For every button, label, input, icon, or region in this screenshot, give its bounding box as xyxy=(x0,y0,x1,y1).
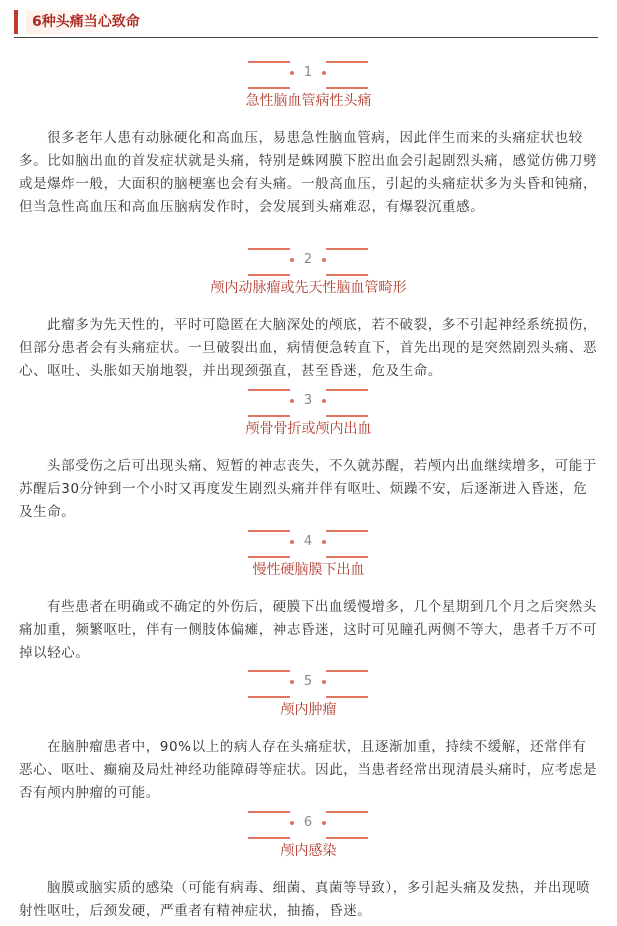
section-title: 颅内感染 xyxy=(280,843,337,859)
section-number: 1 xyxy=(303,65,313,80)
section-body: 很多老年人患有动脉硬化和高血压，易患急性脑血管病，因此伴生而来的头痛症状也较多。比如脑出血的首发症状就是头痛，特别是蛛网膜下腔出血会引起剧烈头痛，感觉仿佛刀劈或是爆炸一般，大面积的脑梗塞也会有头痛。一般高血压，引起的头痛症状多为头昏和钝痛，但当急性高血压和高血压脑病发作时，会发展到头痛难忍，有爆裂沉重感。 xyxy=(19,130,598,215)
marker-line-bottom-right xyxy=(326,274,368,276)
marker-line-top-right xyxy=(326,61,368,63)
marker-line-bottom-right xyxy=(326,837,368,839)
section-body: 脑膜或脑实质的感染（可能有病毒、细菌、真菌等导致），多引起头痛及发热，并出现喷射性呕吐，后颈发硬，严重者有精神症状，抽搐，昏迷。 xyxy=(19,880,591,919)
marker-line-bottom-left xyxy=(248,696,290,698)
marker-line-bottom-right xyxy=(326,87,368,89)
marker-dot-left xyxy=(290,540,294,544)
section-number: 5 xyxy=(303,674,313,689)
section-body: 有些患者在明确或不确定的外伤后，硬膜下出血缓慢增多，几个星期到几个月之后突然头痛加重，频繁呕吐，伴有一侧肢体偏瘫，神志昏迷，这时可见瞳孔两侧不等大，患者千万不可掉以轻心。 xyxy=(19,599,598,661)
section-title: 颅内肿瘤 xyxy=(280,702,337,718)
marker-dot-right xyxy=(322,399,326,403)
marker-dot-right xyxy=(322,821,326,825)
marker-line-bottom-left xyxy=(248,87,290,89)
section-number: 2 xyxy=(303,252,313,267)
marker-line-top-left xyxy=(248,61,290,63)
marker-dot-left xyxy=(290,71,294,75)
marker-line-bottom-left xyxy=(248,556,290,558)
marker-dot-right xyxy=(322,258,326,262)
section-title: 急性脑血管病性头痛 xyxy=(245,93,372,109)
marker-dot-left xyxy=(290,399,294,403)
section-number-marker xyxy=(0,807,617,841)
section-title: 慢性硬脑膜下出血 xyxy=(252,562,365,578)
section-title: 颅内动脉瘤或先天性脑血管畸形 xyxy=(210,280,407,296)
marker-dot-left xyxy=(290,258,294,262)
section-number-marker xyxy=(0,526,617,560)
marker-dot-right xyxy=(322,71,326,75)
section-number-marker xyxy=(0,385,617,419)
marker-line-top-left xyxy=(248,811,290,813)
marker-line-top-right xyxy=(326,248,368,250)
marker-line-bottom-right xyxy=(326,415,368,417)
section-number: 4 xyxy=(303,534,313,549)
marker-dot-right xyxy=(322,680,326,684)
marker-line-top-right xyxy=(326,811,368,813)
marker-line-bottom-right xyxy=(326,556,368,558)
page-title: 6种头痛当心致命 xyxy=(26,10,146,34)
marker-line-top-right xyxy=(326,530,368,532)
marker-line-top-left xyxy=(248,389,290,391)
marker-line-top-left xyxy=(248,670,290,672)
header-accent-bar xyxy=(14,10,18,34)
section-number: 6 xyxy=(303,815,313,830)
marker-dot-left xyxy=(290,821,294,825)
section-body: 头部受伤之后可出现头痛、短暂的神志丧失，不久就苏醒，若颅内出血继续增多，可能于苏醒后30分钟到一个小时又再度发生剧烈头痛并伴有呕吐、烦躁不安，后逐渐进入昏迷，危及生命。 xyxy=(19,458,597,520)
section-number-marker xyxy=(0,57,617,91)
marker-line-bottom-left xyxy=(248,415,290,417)
section-body: 此瘤多为先天性的，平时可隐匿在大脑深处的颅底，若不破裂，多不引起神经系统损伤，但部分患者会有头痛症状。一旦破裂出血，病情便急转直下，首先出现的是突然剧烈头痛、恶心、呕吐、头胀如天崩地裂，并出现颈强直，甚至昏迷，危及生命。 xyxy=(19,317,598,379)
marker-line-top-right xyxy=(326,389,368,391)
section-number-marker xyxy=(0,244,617,278)
marker-line-top-left xyxy=(248,248,290,250)
marker-line-top-left xyxy=(248,530,290,532)
section-number: 3 xyxy=(303,393,313,408)
marker-dot-left xyxy=(290,680,294,684)
section-title: 颅骨骨折或颅内出血 xyxy=(245,421,372,437)
marker-line-top-right xyxy=(326,670,368,672)
section-number-marker xyxy=(0,666,617,700)
marker-line-bottom-right xyxy=(326,696,368,698)
marker-line-bottom-left xyxy=(248,837,290,839)
marker-dot-right xyxy=(322,540,326,544)
marker-line-bottom-left xyxy=(248,274,290,276)
section-body: 在脑肿瘤患者中，90%以上的病人存在头痛症状，且逐渐加重，持续不缓解，还常伴有恶心、呕吐、癫痫及局灶神经功能障碍等症状。因此，当患者经常出现清晨头痛时，应考虑是否有颅内肿瘤的可能。 xyxy=(19,739,598,801)
article-header xyxy=(14,6,598,38)
